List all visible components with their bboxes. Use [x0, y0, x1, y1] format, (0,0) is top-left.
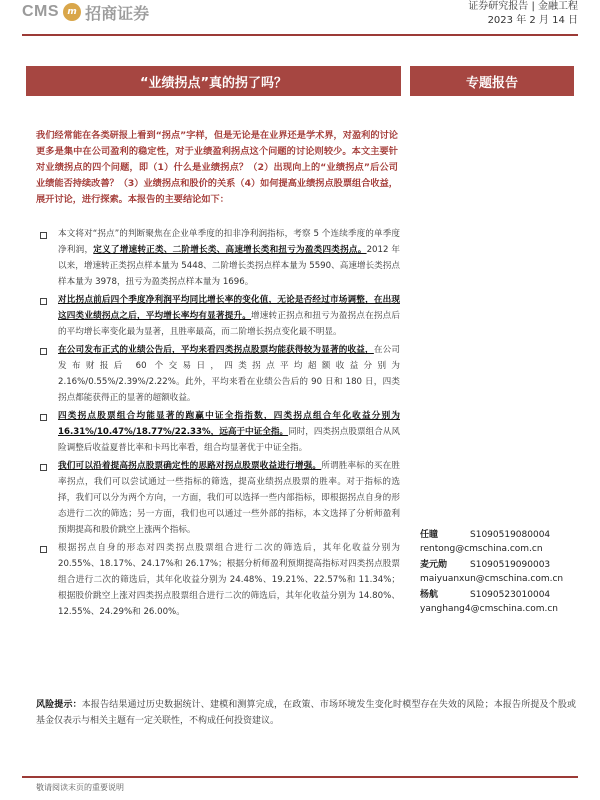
report-title: “业绩拐点”真的拐了吗？ — [26, 66, 401, 96]
report-kind: 证券研究报告 | 金融工程 — [468, 1, 578, 12]
finding-item: 根据拐点自身的形态对四类拐点股票组合进行二次的筛选后，其年化收益分别为 20.55%、18.17%、24.17%和 26.17%；根据分析师盈利预期提高指标对四类拐点股票组合进行二次的筛选后，其年化收益分别为 24.48%、19.21%、22.57%和 11.34%；根据股价跳空上涨对四类拐点股票组合进行二次的筛选后，其年化收益分别为 14.80%、12.55%、24.29%和 26.00%。 — [36, 540, 400, 620]
analyst-cert: S1090519080004 — [470, 530, 551, 540]
analyst-name: 麦元勋 — [420, 560, 448, 570]
logo-chinese: 招商证券 — [85, 3, 150, 23]
finding-item: 在公司发布正式的业绩公告后，平均来看四类拐点股票均能获得较为显著的收益，在公司发布财报后 60 个交易日，四类拐点平均超额收益分别为 2.16%/0.55%/2.39%/2.22%。此外，平均来看在业绩公告后的 90 日和 180 日，四类拐点都能获得正的显著的超额收益。 — [36, 342, 400, 406]
analyst-entry — [420, 558, 580, 586]
finding-item: 本文将对“拐点”的判断聚焦在企业单季度的扣非净利润指标，考察 5 个连续季度的单季度净利润，定义了增速转正类、二阶增长类、高速增长类和扭亏为盈类四类拐点。2012 年以来，增速转正类拐点样本量为 5448、二阶增长类拐点样本量为 5590、高速增长类拐点样本量为 3978，扭亏为盈类拐点样本量为 1696。 — [36, 226, 400, 290]
analyst-cert: S1090523010004 — [470, 590, 551, 600]
analyst-email[interactable]: yanghang4@cmschina.com.cn — [420, 604, 558, 614]
header-divider — [22, 34, 578, 36]
risk-text: 本报告结果通过历史数据统计、建模和测算完成，在政策、市场环境发生变化时模型存在失效的风险；本报告所提及个股或基金仅表示与相关主题有一定关联性，不构成任何投资建议。 — [36, 700, 576, 726]
analyst-entry — [420, 588, 580, 616]
key-findings-list — [36, 226, 400, 622]
footer-divider — [22, 776, 578, 778]
analyst-panel — [420, 528, 580, 618]
analyst-name: 任瞳 — [420, 530, 439, 540]
footer-note: 敬请阅读末页的重要说明 — [36, 783, 124, 792]
intro-paragraph: 我们经常能在各类研报上看到“拐点”字样，但是无论是在业界还是学术界，对盈利的讨论更多是集中在公司盈利的稳定性，对于业绩盈利拐点这个问题的讨论则较少。本文主要针对业绩拐点的四个问题，即（1）什么是业绩拐点？（2）出现向上的“业绩拐点”后公司业绩能否持续改善？（3）业绩拐点和股价的关系（4）如何提高业绩拐点股票组合收益，展开讨论，进行探索。本报告的主要结论如下： — [36, 130, 398, 205]
risk-label: 风险提示： — [36, 700, 82, 710]
analyst-email[interactable]: rentong@cmschina.com.cn — [420, 544, 543, 554]
analyst-entry — [420, 528, 580, 556]
finding-item: 四类拐点股票组合均能显著的跑赢中证全指指数，四类拐点组合年化收益分别为 16.31%/10.47%/18.77%/22.33%，远高于中证全指。同时，四类拐点股票组合从风险调整后收益夏普比率和卡玛比率看，组合均显著优于中证全指。 — [36, 408, 400, 456]
analyst-email[interactable]: maiyuanxun@cmschina.com.cn — [420, 574, 564, 584]
finding-item: 我们可以沿着提高拐点股票确定性的思路对拐点股票收益进行增强。所谓胜率标的买在胜率拐点，我们可以尝试通过一些指标的筛选，提高业绩拐点股票的胜率。对于指标的选择，我们可以分为两个方向，一方面，我们可以选择一些内部指标，即根据拐点自身的形态进行二次的筛选；另一方面，我们也可以通过一些外部的指标，本文选择了分析师盈利预期提高和股价跳空上涨两个指标。 — [36, 458, 400, 538]
finding-item: 对比拐点前后四个季度净利润平均同比增长率的变化值，无论是否经过市场调整，在出现这四类业绩拐点之后，平均增长率均有显著提升。增速转正拐点和扭亏为盈拐点在拐点后的平均增长率变化最为显著，且胜率最高，而二阶增长拐点变化最不明显。 — [36, 292, 400, 340]
report-date: 2023 年 2 月 14 日 — [487, 15, 578, 26]
logo-latin: CMS — [22, 3, 60, 20]
logo-badge-icon: m — [63, 3, 81, 21]
risk-warning — [36, 697, 576, 729]
company-logo — [22, 0, 149, 24]
report-meta — [468, 0, 578, 28]
analyst-cert: S1090519090003 — [470, 560, 551, 570]
report-type: 专题报告 — [410, 66, 574, 96]
analyst-name: 杨航 — [420, 590, 439, 600]
